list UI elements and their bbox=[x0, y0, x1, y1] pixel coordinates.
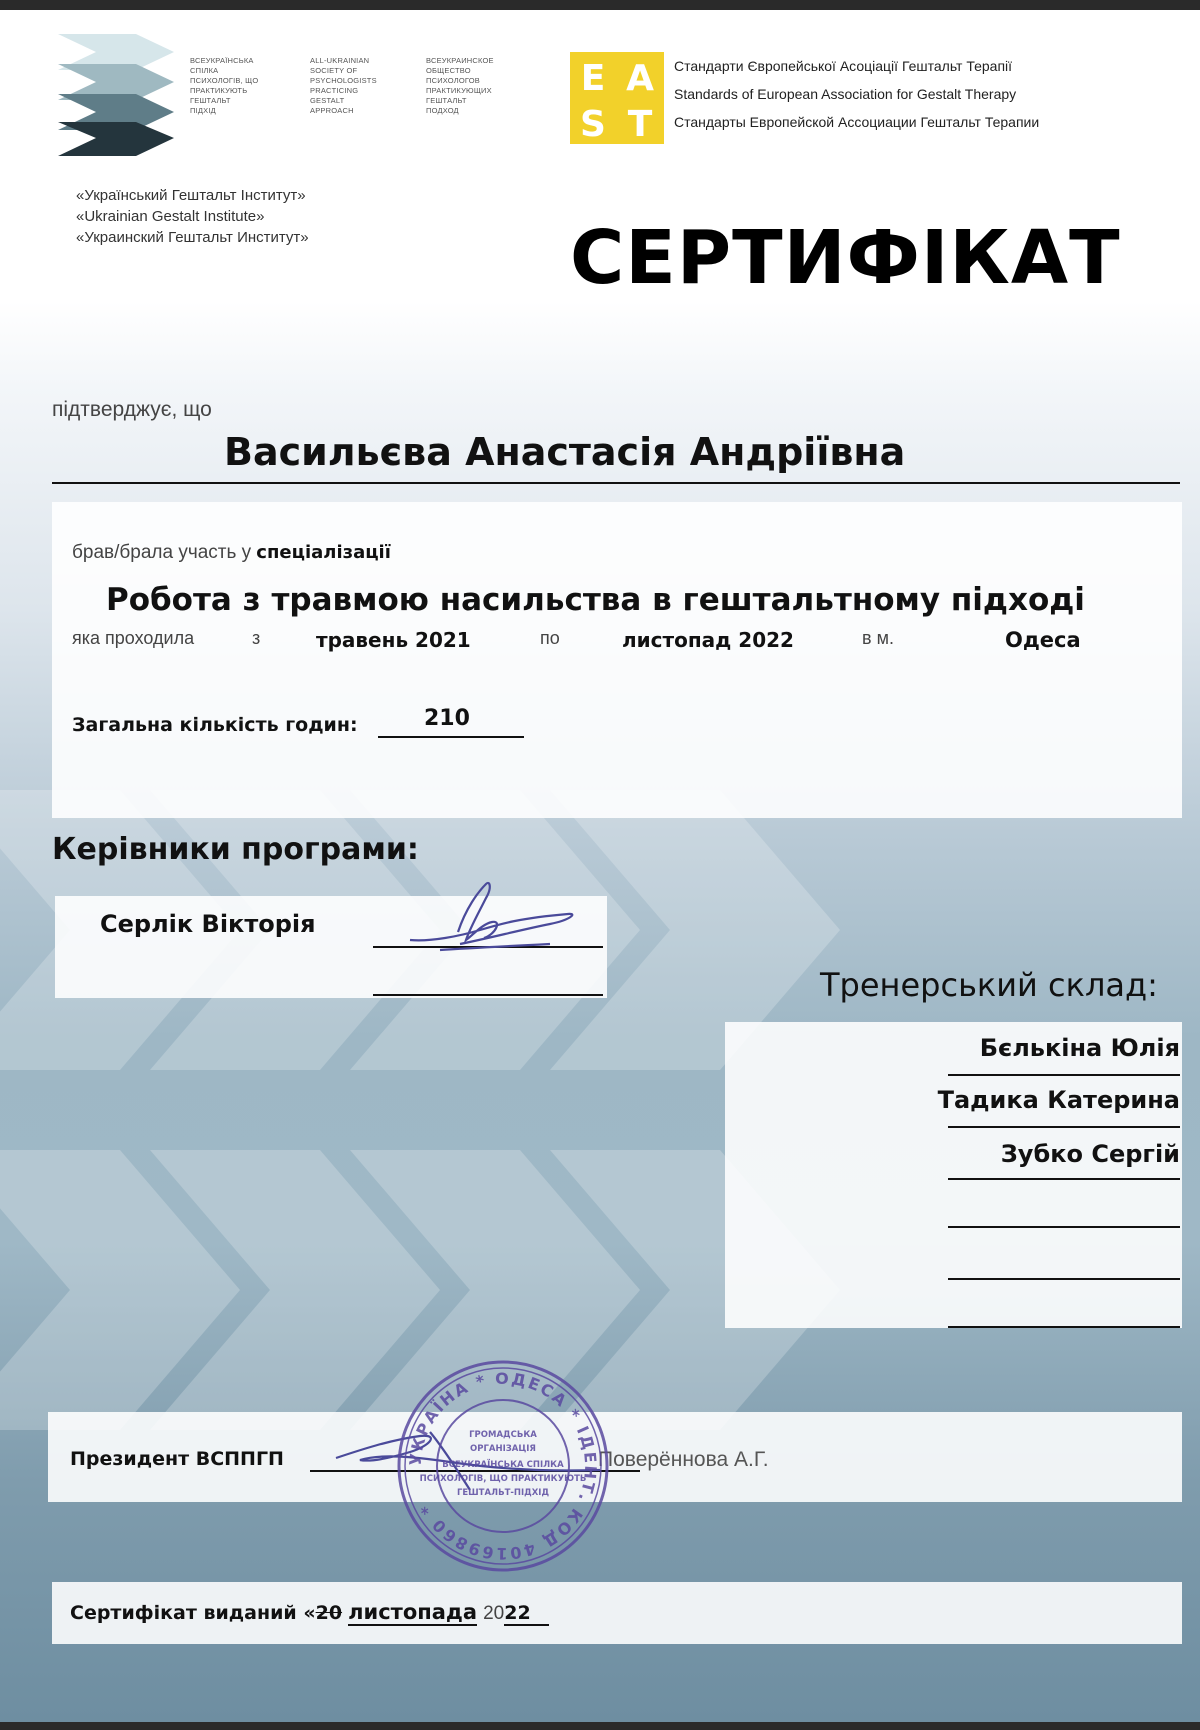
hours-value: 210 bbox=[424, 706, 470, 731]
east-letter-s: S bbox=[580, 104, 606, 144]
recipient-name: Васильєва Анастасія Андріївна bbox=[224, 430, 906, 474]
east-letter-e: E bbox=[580, 58, 606, 99]
held-label: яка проходила bbox=[72, 628, 195, 648]
issued-year-suffix: 22 bbox=[504, 1602, 548, 1626]
to-date: листопад 2022 bbox=[622, 628, 794, 652]
stamp-line-3: ВСЕУКРАЇНСЬКА СПІЛКА bbox=[442, 1460, 564, 1470]
stamp-line-5: ГЕШТАЛЬТ-ПІДХІД bbox=[456, 1488, 550, 1498]
leader-name: Серлік Вікторія bbox=[100, 910, 316, 938]
leaders-heading: Керівники програми: bbox=[52, 832, 419, 867]
president-panel bbox=[48, 1412, 1182, 1502]
certificate-page bbox=[0, 10, 1200, 1722]
hours-underline bbox=[378, 736, 524, 738]
trainer-line-4 bbox=[948, 1226, 1180, 1228]
institute-names: «Український Гештальт Інститут» «Ukrainian Gestalt Institute» «Украинский Гештальт Институт» bbox=[76, 187, 309, 246]
issued-line bbox=[70, 1600, 549, 1625]
to-label: по bbox=[540, 628, 560, 648]
trainers-panel bbox=[725, 1022, 1182, 1328]
stamp-ring-text: УКРАЇНА * ОДЕСА * ІДЕНТ. КОД 40169860 * bbox=[405, 1368, 601, 1564]
association-logo-icon bbox=[58, 34, 176, 156]
trainer-name-3: Зубко Сергій bbox=[1000, 1140, 1180, 1168]
stamp-line-1: ГРОМАДСЬКА bbox=[469, 1430, 537, 1440]
issued-label: Сертифікат виданий « bbox=[70, 1602, 316, 1624]
issued-year-prefix: 20 bbox=[483, 1603, 505, 1624]
trainer-line-5 bbox=[948, 1278, 1180, 1280]
trainer-line-6 bbox=[948, 1326, 1180, 1328]
east-standards-text bbox=[674, 52, 1039, 136]
trainer-line-1 bbox=[948, 1074, 1180, 1076]
hours-label: Загальна кількість годин: bbox=[72, 714, 358, 736]
trainers-heading: Тренерський склад: bbox=[820, 966, 1158, 1004]
organization-stamp-icon bbox=[392, 1355, 614, 1577]
trainer-name-1: Бєлькіна Юлія bbox=[979, 1034, 1180, 1062]
leader-signature-icon bbox=[400, 878, 600, 968]
city: Одеса bbox=[1005, 628, 1081, 652]
program-panel bbox=[52, 502, 1182, 818]
issued-month: листопада bbox=[348, 1600, 478, 1624]
east-letter-a: A bbox=[626, 58, 654, 99]
east-line-en: Standards of European Association for Gestalt Therapy bbox=[674, 86, 1017, 102]
association-name-en: ALL-UKRAINIAN SOCIETY OF PSYCHOLOGISTS PRACTICING GESTALT APPROACH bbox=[310, 56, 377, 115]
name-underline bbox=[52, 482, 1180, 484]
participation-line: брав/брала участь у спеціалізації bbox=[72, 542, 391, 563]
issued-panel bbox=[52, 1582, 1182, 1644]
east-logo-icon bbox=[570, 52, 664, 144]
president-name: Поверённова А.Г. bbox=[598, 1448, 769, 1471]
program-title: Робота з травмою насильства в гештальтному підході bbox=[106, 582, 1085, 618]
stamp-line-4: ПСИХОЛОГІВ, ЩО ПРАКТИКУЮТЬ bbox=[419, 1474, 587, 1484]
east-line-ru: Стандарты Европейской Ассоциации Гештальт Терапии bbox=[674, 114, 1040, 130]
confirms-label: підтверджує, що bbox=[52, 398, 212, 421]
from-date: травень 2021 bbox=[316, 628, 471, 652]
east-letter-t: T bbox=[627, 104, 653, 144]
stamp-line-2: ОРГАНІЗАЦІЯ bbox=[470, 1444, 536, 1454]
in-city-label: в м. bbox=[862, 628, 894, 648]
from-label: з bbox=[252, 628, 261, 648]
certificate-title: СЕРТИФІКАТ bbox=[570, 215, 1121, 301]
trainer-line-3 bbox=[948, 1178, 1180, 1180]
issued-day: 20 bbox=[315, 1602, 343, 1624]
association-name-ru: ВСЕУКРАИНСКОЕ ОБЩЕСТВО ПСИХОЛОГОВ ПРАКТИКУЮЩИХ ГЕШТАЛЬТ ПОДХОД bbox=[426, 56, 494, 115]
leader-signature-line-2 bbox=[373, 994, 603, 996]
president-label: Президент ВСППГП bbox=[70, 1448, 284, 1470]
east-line-ua: Стандарти Європейської Асоціації Гештальт Терапії bbox=[674, 58, 1013, 74]
trainer-name-2: Тадика Катерина bbox=[937, 1086, 1180, 1114]
association-name-ua: ВСЕУКРАЇНСЬКА СПІЛКА ПСИХОЛОГІВ, ЩО ПРАКТИКУЮТЬ ГЕШТАЛЬТ ПІДХІД bbox=[190, 56, 259, 115]
trainer-line-2 bbox=[948, 1126, 1180, 1128]
